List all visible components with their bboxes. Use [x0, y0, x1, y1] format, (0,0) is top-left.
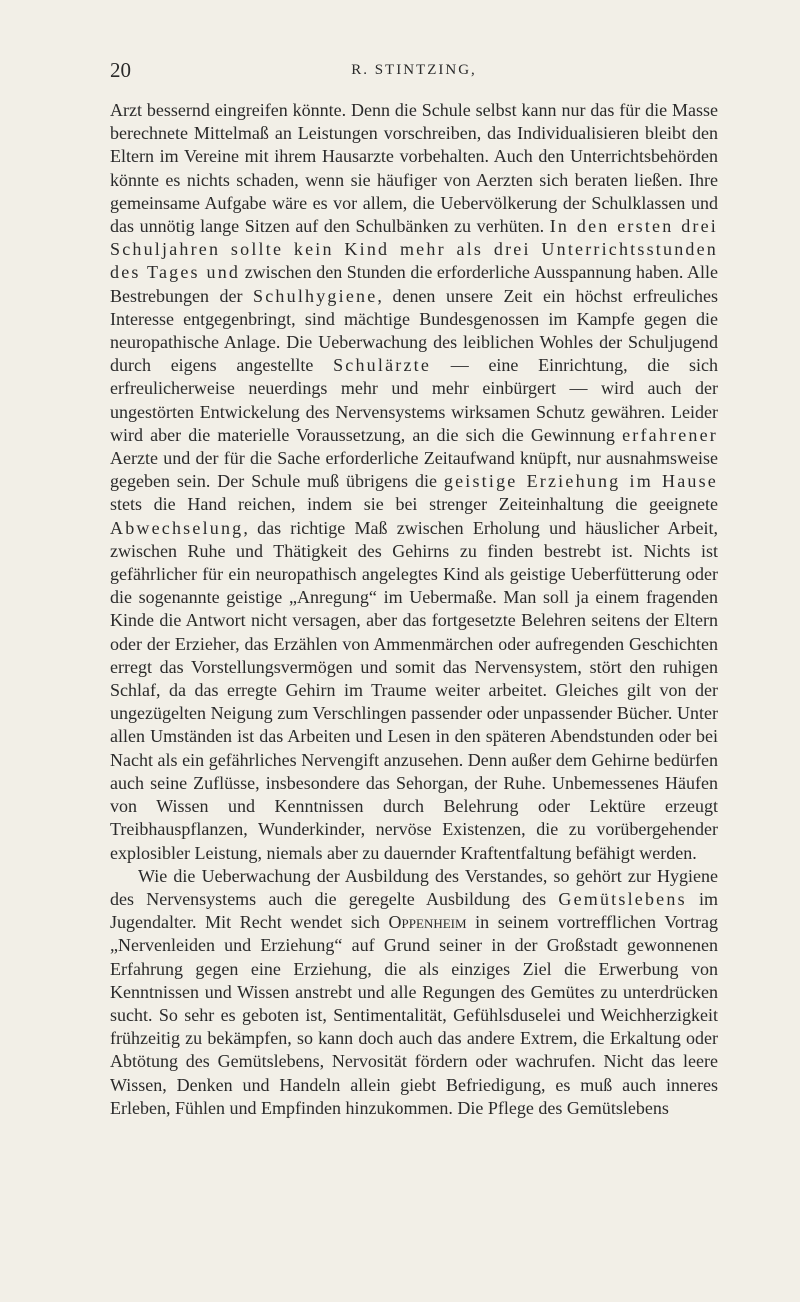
- spaced-emphasis: Abwechselung: [110, 517, 244, 538]
- body-text: [110, 99, 718, 1120]
- text-run: Aerzte und der für die Sache erforderliche Zeitaufwand knüpft, nur ausnahmsweise gegeben sein. Der Schule muß übrigens die: [110, 448, 718, 492]
- spaced-emphasis: Schulhygiene: [253, 285, 378, 306]
- text-run: stets die Hand reichen, indem sie bei strenger Zeiteinhaltung die geeignete: [110, 494, 718, 515]
- text-run: in seinem vortrefflichen Vortrag „Nervenleiden und Erziehung“ auf Grund seiner in der Großstadt gewonnenen Erfahrung gegen eine Erziehung, die als einziges Ziel die Erwerbung von Kenntnissen und Wissen anstrebt und alle Regungen des Gemütes zu unterdrücken sucht. So sehr es geboten ist, Sentimentalität, Gefühlsduselei und Weichherzigkeit frühzeitig zu bekämpfen, so kann doch auch das andere Extrem, die Erkaltung oder Abtötung des Gemütslebens, Nervosität fördern oder wachrufen. Nicht das leere Wissen, Denken und Handeln allein giebt Befriedigung, es muß auch inneres Erleben, Fühlen und Empfinden hinzukommen. Die Pflege des Gemütslebens: [110, 912, 718, 1118]
- page-number: 20: [110, 58, 131, 82]
- spaced-emphasis: Schulärzte: [333, 355, 432, 376]
- spaced-emphasis: erfahrener: [622, 424, 718, 445]
- running-head: R. STINTZING,: [351, 62, 477, 78]
- text-run: Arzt bessernd eingreifen könnte. Denn die Schule selbst kann nur das für die Masse berechnete Mittelmaß an Leistungen vorschreiben, das Individualisieren bleibt den Eltern im Vereine mit ihrem Hausarzte vorbehalten. Auch den Unterrichtsbehörden könnte es nichts schaden, wenn sie häufiger von Aerzten sich beraten ließen. Ihre gemeinsame Aufgabe wäre es vor allem, die Uebervölkerung der Schulklassen und das unnötig lange Sitzen auf den Schulbänken zu verhüten.: [110, 100, 718, 237]
- text-run: im Jugendalter. Mit Recht wendet sich: [110, 888, 718, 933]
- text-run: Wie die Ueberwachung der Ausbildung des Verstandes, so gehört zur Hygiene des Nervensystems auch die geregelte Ausbildung des: [110, 865, 718, 909]
- text-run: , das richtige Maß zwischen Erholung und häuslicher Arbeit, zwischen Ruhe und Thätigkeit des Gehirns zu finden bestrebt ist. Nichts ist gefährlicher für ein neuropathisch angelegtes Kind als geistige Ueberfütterung oder die sogenannte geistige „Anregung“ im Uebermaße. Man soll ja einem fragenden Kinde die Antwort nicht versagen, aber das fortgesetzte Belehren seitens der Eltern oder der Erzieher, das Erzählen von Ammenmärchen oder aufregenden Geschichten erregt das Vorstellungsvermögen und somit das Nervensystem, stört den ruhigen Schlaf, da das erregte Gehirn im Traume weiter arbeitet. Gleiches gilt von der ungezügelten Neigung zum Verschlingen passender oder unpassender Bücher. Unter allen Umständen ist das Arbeiten und Lesen in den späteren Abendstunden oder bei Nacht als ein gefährliches Nervengift anzusehen. Denn außer dem Gehirne bedürfen auch seine Zuflüsse, insbesondere das Sehorgan, der Ruhe. Unbemessenes Häufen von Wissen und Kenntnissen durch Belehrung oder Lektüre erzeugt Treibhauspflanzen, Wunderkinder, nervöse Existenzen, die zu vorübergehender explosibler Leistung, niemals aber zu dauernder Kraftentfaltung befähigt werden.: [110, 517, 718, 863]
- spaced-emphasis: geistige Erziehung im Hause: [443, 471, 719, 492]
- text-run: zwischen den Stunden die erforderliche Ausspannung haben. Alle Bestrebungen der: [110, 262, 718, 306]
- spaced-emphasis: In den ersten drei Schuljahren sollte kein Kind mehr als drei Unterrichtsstunden des Tages und: [110, 216, 718, 283]
- spaced-emphasis: Gemütslebens: [558, 888, 687, 909]
- small-caps-name: Oppenheim: [388, 912, 467, 933]
- text-run: , denen unsere Zeit ein höchst erfreuliches Interesse entgegenbringt, sind mächtige Bundesgenossen im Kampfe gegen die neuropathische Anlage. Die Ueberwachung des leiblichen Wohles der Schuljugend durch eigens angestellte: [110, 285, 718, 376]
- text-run: — eine Einrichtung, die sich erfreulicherweise neuerdings mehr und mehr einbürgert — wird auch der ungestörten Entwickelung des Nervensystems wirksamen Schutz gewähren. Leider wird aber die materielle Voraussetzung, an die sich die Gewinnung: [110, 355, 719, 445]
- page-header: [110, 58, 718, 88]
- paragraph-1: [110, 99, 718, 865]
- paragraph-2: [110, 865, 718, 1120]
